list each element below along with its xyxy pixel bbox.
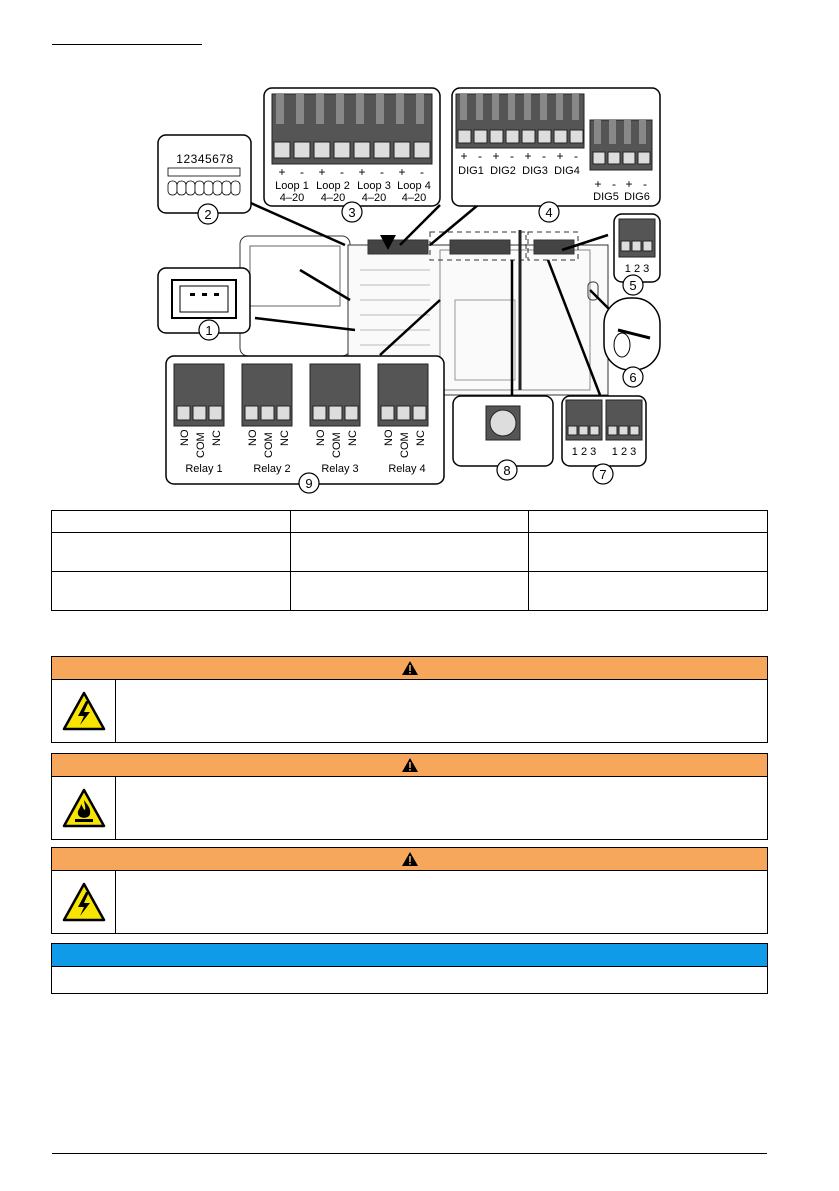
- loop-range: 4–20: [279, 192, 305, 204]
- switch-panel: [604, 298, 660, 370]
- warning-box-electrical-2: [51, 847, 768, 934]
- dig-sign: +: [460, 149, 468, 163]
- dig-sign: -: [643, 177, 647, 191]
- dip-switch-numbers: 12345678: [176, 152, 234, 166]
- callout-8: 8: [503, 463, 511, 478]
- terminal-7-pins: 1 2 3: [571, 446, 597, 458]
- dig-sign: -: [574, 149, 578, 163]
- table-cell: [529, 572, 768, 611]
- warning-box-fire: [51, 753, 768, 840]
- table-row: [52, 511, 768, 533]
- relay-contact: NC: [211, 430, 223, 446]
- table-cell: [290, 511, 529, 533]
- loop-sign: +: [318, 165, 326, 179]
- electrical-hazard-icon: [52, 680, 116, 742]
- relay-contact: NO: [383, 429, 395, 446]
- relay-contact: COM: [195, 432, 207, 458]
- loop-name: Loop 1: [275, 180, 309, 192]
- loop-sign: -: [380, 165, 384, 179]
- notice-box: [51, 943, 768, 994]
- button-panel: [453, 396, 553, 466]
- digital-inputs-panel: [452, 88, 660, 206]
- dig-sign: +: [594, 177, 602, 191]
- terminal-7-panel: [562, 396, 646, 466]
- callout-2: 2: [204, 207, 212, 222]
- relay-contact: COM: [399, 432, 411, 458]
- relay-name: Relay 4: [388, 463, 426, 475]
- dig-name: DIG5: [593, 191, 619, 203]
- dig-sign: +: [556, 149, 564, 163]
- table-row: [52, 533, 768, 572]
- dig-sign: -: [542, 149, 546, 163]
- relay-name: Relay 2: [253, 463, 291, 475]
- table-row: [52, 572, 768, 611]
- loop-name: Loop 2: [316, 180, 350, 192]
- warning-header: [52, 657, 767, 680]
- loop-sign: +: [358, 165, 366, 179]
- loop-sign: +: [278, 165, 286, 179]
- warning-triangle-icon: [401, 851, 419, 867]
- fire-hazard-icon: [52, 777, 116, 839]
- terminal-7-pins: 1 2 3: [611, 446, 637, 458]
- dig-name: DIG3: [522, 165, 548, 177]
- dig-sign: -: [478, 149, 482, 163]
- wiring-figure: [0, 0, 839, 500]
- loop-sign: -: [420, 165, 424, 179]
- relay-contact: NC: [279, 430, 291, 446]
- legend-table: [51, 510, 768, 611]
- loop-sign: -: [300, 165, 304, 179]
- callout-3: 3: [348, 205, 356, 220]
- warning-box-electrical: [51, 656, 768, 743]
- warning-header: [52, 754, 767, 777]
- notice-body: [52, 967, 767, 993]
- loop-name: Loop 4: [397, 180, 431, 192]
- callout-9: 9: [305, 476, 313, 491]
- loop-range: 4–20: [401, 192, 427, 204]
- dig-name: DIG6: [624, 191, 650, 203]
- dig-sign: +: [625, 177, 633, 191]
- table-cell: [529, 511, 768, 533]
- table-cell: [290, 533, 529, 572]
- analog-outputs-panel: [264, 88, 440, 206]
- warning-triangle-icon: [401, 660, 419, 676]
- footer-rule: [52, 1153, 767, 1154]
- loop-sign: -: [340, 165, 344, 179]
- loop-sign: +: [398, 165, 406, 179]
- relay-contact: NC: [415, 430, 427, 446]
- relay-name: Relay 1: [185, 463, 223, 475]
- table-cell: [290, 572, 529, 611]
- dig-name: DIG4: [554, 165, 580, 177]
- dig-sign: +: [524, 149, 532, 163]
- callout-6: 6: [629, 370, 637, 385]
- relay-contact: NO: [315, 429, 327, 446]
- loop-range: 4–20: [361, 192, 387, 204]
- table-cell: [52, 572, 291, 611]
- callout-1: 1: [205, 323, 213, 338]
- warning-header: [52, 848, 767, 871]
- dig-name: DIG1: [458, 165, 484, 177]
- loop-range: 4–20: [320, 192, 346, 204]
- callout-4: 4: [545, 205, 553, 220]
- dig-sign: -: [612, 177, 616, 191]
- table-cell: [52, 511, 291, 533]
- notice-header: [52, 944, 767, 967]
- callout-5: 5: [629, 278, 637, 293]
- dig-sign: +: [492, 149, 500, 163]
- relay-contact: NO: [179, 429, 191, 446]
- relay-contact: COM: [263, 432, 275, 458]
- table-cell: [52, 533, 291, 572]
- table-cell: [529, 533, 768, 572]
- warning-triangle-icon: [401, 757, 419, 773]
- dig-sign: -: [510, 149, 514, 163]
- relay-contact: NO: [247, 429, 259, 446]
- terminal-5-pins: 1 2 3: [624, 263, 650, 275]
- electrical-hazard-icon: [52, 871, 116, 933]
- relays-panel: [166, 356, 444, 484]
- relay-contact: COM: [331, 432, 343, 458]
- relay-name: Relay 3: [321, 463, 359, 475]
- callout-7: 7: [599, 467, 607, 482]
- loop-name: Loop 3: [357, 180, 391, 192]
- dip-switch-panel: [158, 135, 251, 213]
- relay-contact: NC: [347, 430, 359, 446]
- dig-name: DIG2: [490, 165, 516, 177]
- terminal-5-panel: [614, 214, 660, 282]
